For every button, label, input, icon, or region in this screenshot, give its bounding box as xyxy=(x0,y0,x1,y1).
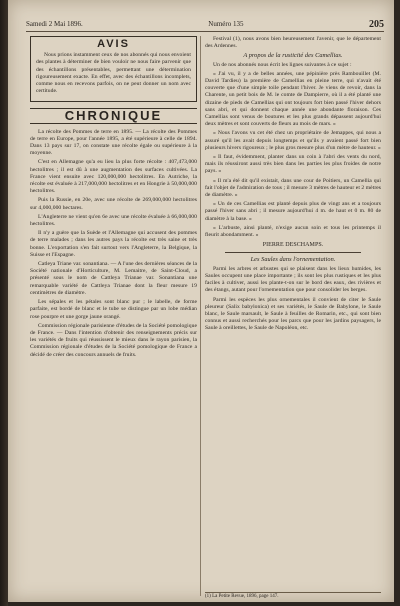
chronique-paragraph: La récolte des Pommes de terre en 1895. — La récolte des Pommes de terre en Europe, pour l'année 1895, a été supérieure à celle de 1894. Dans 13 pays sur 17, on constate une récolte égale ou supérieure à la moyenne. xyxy=(30,128,197,157)
intro-paragraph: Festival (1), nous avons bien heureusement l'avenir, que le département des Ardennes. xyxy=(205,36,381,50)
chronique-paragraph: Les sépales et les pétales sont blanc pur ; le labelle, de forme parfaite, est bordé de blanc et le tube se distingue par un lobe médian rose pourpre et une gorge jaune orangé. xyxy=(30,299,197,320)
header-date: Samedi 2 Mai 1896. xyxy=(26,20,83,28)
right-column xyxy=(205,36,381,335)
section-rule xyxy=(225,252,361,253)
footnote: (1) La Petite Revue, 1896, page 147. xyxy=(205,592,381,599)
chronique-paragraph: Il n'y a guère que la Suède et l'Allemagne qui accusent des pommes de terre malades ; dans les autres pays la récolte est très saine et très bonne. L'exportation s'en fait surtout vers l'Angleterre, la Belgique, la Suisse et l'Espagne. xyxy=(30,230,197,258)
avis-title: AVIS xyxy=(97,38,130,50)
left-column xyxy=(30,36,197,361)
camellias-paragraph: « Il faut, évidemment, planter dans un coin à l'abri des vents du nord, mais ils réussiront aussi très bien dans les parties les plus froides de notre pays. » xyxy=(205,154,381,175)
camellias-paragraph: « Nous l'avons vu cet été chez un propriétaire de Jemappes, qui nous a assuré qu'il les avait depuis longtemps et qu'ils y avaient passé fort bien plusieurs hivers rigoureux ; le plus gros mesure plus d'un mètre de hauteur. » xyxy=(205,130,381,151)
page-number: 205 xyxy=(368,18,384,30)
camellias-title: A propos de la rusticité des Camellias. xyxy=(243,52,343,60)
chronique-paragraph: Puis la Russie, en 20e, avec une récolte de 269,000,000 hectolitres sur 4,000,000 hectares. xyxy=(30,197,197,211)
header-issue: Numéro 135 xyxy=(208,20,244,28)
saules-paragraph: Parmi les espèces les plus ornementales il convient de citer le Saule pleureur (Salix babylonica) et ses variétés, le Saule de Babylone, le Saule blanc, le Saule marsault, le Saule à feuilles de Romarin, etc., qui sont bien connus et aussi recherchés pour les parcs que pour les jardins paysagers, le Saule à oreillettes, le Saule de Napoléon, etc. xyxy=(205,296,381,332)
saules-title: Les Saules dans l'ornementation. xyxy=(250,256,336,264)
signature: PIERRE DESCHAMPS. xyxy=(262,242,324,249)
column-divider xyxy=(200,36,201,596)
avis-box xyxy=(30,36,197,102)
camellias-paragraph: Un de nos abonnés nous écrit les lignes suivantes à ce sujet : xyxy=(213,61,352,68)
page-header xyxy=(26,18,384,30)
document-page xyxy=(8,0,394,602)
chronique-paragraph: C'est en Allemagne qu'a eu lieu la plus forte récolte : 407,473,000 hectolitres ; il est dû à une augmentation des surfaces cultivées. La France vient ensuite avec 120,000,000 hectolitres. En Autriche, la récolte est évaluée à 217,000,000 hectolitres et en Hongrie à 50,000,000 hectolitres. xyxy=(30,159,197,195)
saules-paragraph: Parmi les arbres et arbustes qui se plaisent dans les lieux humides, les Saules occupent une place importante ; ils sont les plus rustiques et les plus faciles à cultiver, aussi les plante-t-on sur le bord des eaux, des rivières et des étangs, autant pour l'ornementation que pour consolider les berges. xyxy=(205,265,381,294)
camellias-paragraph: « Un de ces Camellias est planté depuis plus de vingt ans et a toujours passé l'hiver sans abri ; il mesure aujourd'hui 4 m. de haut et 0 m. 80 de diamètre à la base. » xyxy=(205,201,381,222)
chronique-title: CHRONIQUE xyxy=(30,108,197,123)
camellias-paragraph: « J'ai vu, il y a de belles années, une pépinière près Rambouillet (M. David Tardieu) la première de Camellias en pleine terre, qui n'avait été couverte que d'une simple toile pendant l'hiver. Je viens de revoir, dans la Charente, un petit bois de M. le comte de Dampierre, où il a été planté une dizaine de pieds de Camellias qui ont toujours fort bien passé l'hiver dehors sans abri, et qui donnent chaque année une abondante floraison. Ces Camellias sont venus de boutures et les plus grands dépassent aujourd'hui deux mètres et sont couverts de fleurs au mois de mars. » xyxy=(205,70,381,128)
camellias-paragraph: « Il m'a été dit qu'il existait, dans une cour de Poitiers, un Camellia qui fait l'objet de l'admiration de tous ; il mesure 3 mètres de hauteur et 2 mètres de diamètre. » xyxy=(205,177,381,199)
avis-text: Nous prions instamment ceux de nos abonnés qui nous envoient des plantes à déterminer de bien vouloir ne nous faire parvenir que des échantillons présentables, permettant une détermination rigoureusement exacte. En effet, avec des échantillons incomplets, comme nous en recevons parfois, on ne peut donner un nom avec certitude. xyxy=(36,52,191,95)
chronique-paragraph: L'Angleterre ne vient qu'en 6e avec une récolte évaluée à 66,000,000 hectolitres. xyxy=(30,213,197,228)
header-rule xyxy=(26,31,384,32)
camellias-paragraph: « L'arbuste, ainsi planté, n'exige aucun soin et tous les printemps il fleurit abondamment. » xyxy=(205,224,381,239)
book-gutter xyxy=(0,0,8,606)
chronique-paragraph: Catleya Triane var. sonantiana. — A l'une des dernières séances de la Société nationale d'Horticulture, M. Lemaitre, de Saint-Cloud, a présenté sous le nom de Cattleya Trianae var. Sonantiana une remarquable variété de Cattleya Trianae dont la fleur mesure 19 centimètres de diamètre. xyxy=(30,261,197,296)
chronique-paragraph: Commission régionale parisienne d'études de la Société pomologique de France. — Dans l'intention d'obtenir des renseignements précis sur les variétés de fruits qui réussissent le mieux dans le rayon parisien, la Commission régionale d'études de la Société pomologique de France a décidé de créer des concours annuels de fruits. xyxy=(30,322,197,358)
